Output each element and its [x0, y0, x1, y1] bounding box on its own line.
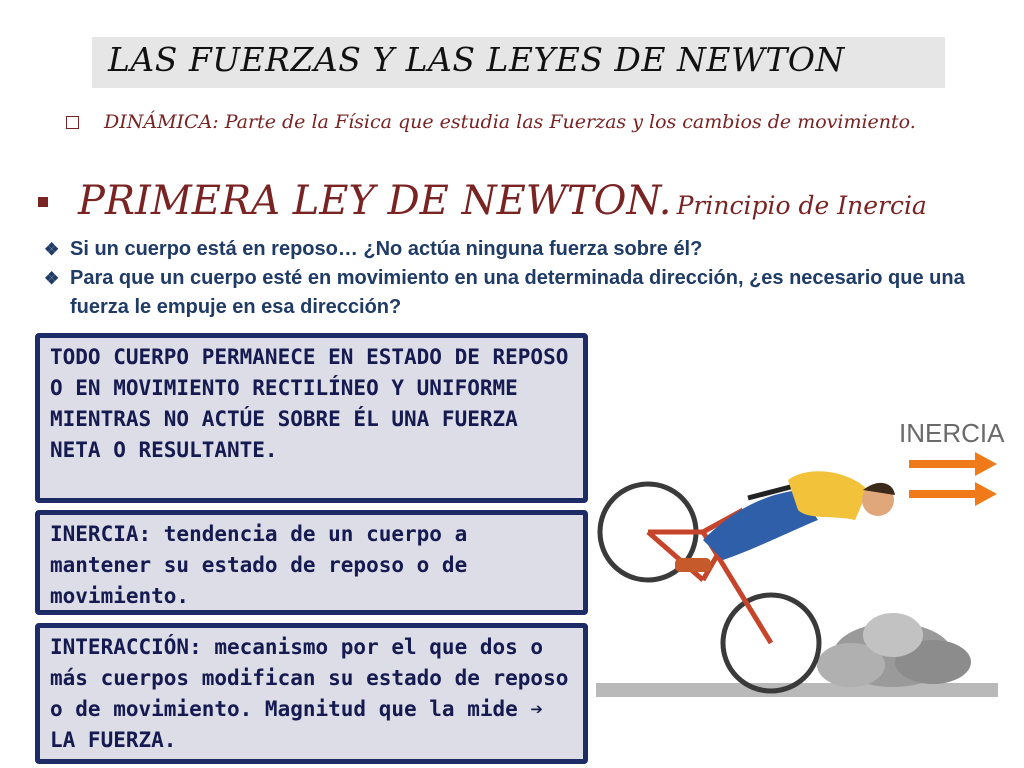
law-title: PRIMERA LEY DE NEWTON.: [78, 178, 672, 224]
law-subtitle: Principio de Inercia: [676, 191, 927, 220]
slide-title: LAS FUERZAS Y LAS LEYES DE NEWTON: [108, 40, 845, 79]
square-bullet-icon: [38, 197, 48, 207]
rocks-icon: [817, 613, 971, 687]
diamond-bullet-icon: ❖: [44, 269, 60, 288]
inertia-definition-box: INERCIA: tendencia de un cuerpo a mantener su estado de reposo o de movimiento.: [35, 510, 588, 615]
inertia-law-box: TODO CUERPO PERMANECE EN ESTADO DE REPOSO O EN MOVIMIENTO RECTILÍNEO Y UNIFORME MIENTRAS NO ACTÚE SOBRE ÉL UNA FUERZA NETA O RESULTANTE.: [35, 333, 588, 503]
question-item: [44, 264, 984, 322]
dinamica-bullet: [66, 110, 996, 134]
first-law-heading: [38, 178, 927, 224]
inercia-label: INERCIA: [899, 418, 1005, 448]
question-item: [44, 235, 984, 264]
checkbox-bullet-icon: [66, 116, 79, 129]
question-text: Para que un cuerpo esté en movimiento en una determinada dirección, ¿es necesario que una fuerza le empuje en esa dirección?: [70, 267, 965, 318]
question-text: Si un cuerpo está en reposo… ¿No actúa ninguna fuerza sobre él?: [70, 238, 703, 260]
diamond-bullet-icon: ❖: [44, 240, 60, 259]
inertia-arrows-icon: [909, 452, 997, 506]
interaction-definition-box: INTERACCIÓN: mecanismo por el que dos o más cuerpos modifican su estado de reposo o de movimiento. Magnitud que la mide ➔ LA FUERZA.: [35, 623, 588, 764]
dinamica-text: DINÁMICA: Parte de la Física que estudia las Fuerzas y los cambios de movimiento.: [104, 111, 916, 133]
bicycle-crash-illustration: [593, 440, 1003, 700]
